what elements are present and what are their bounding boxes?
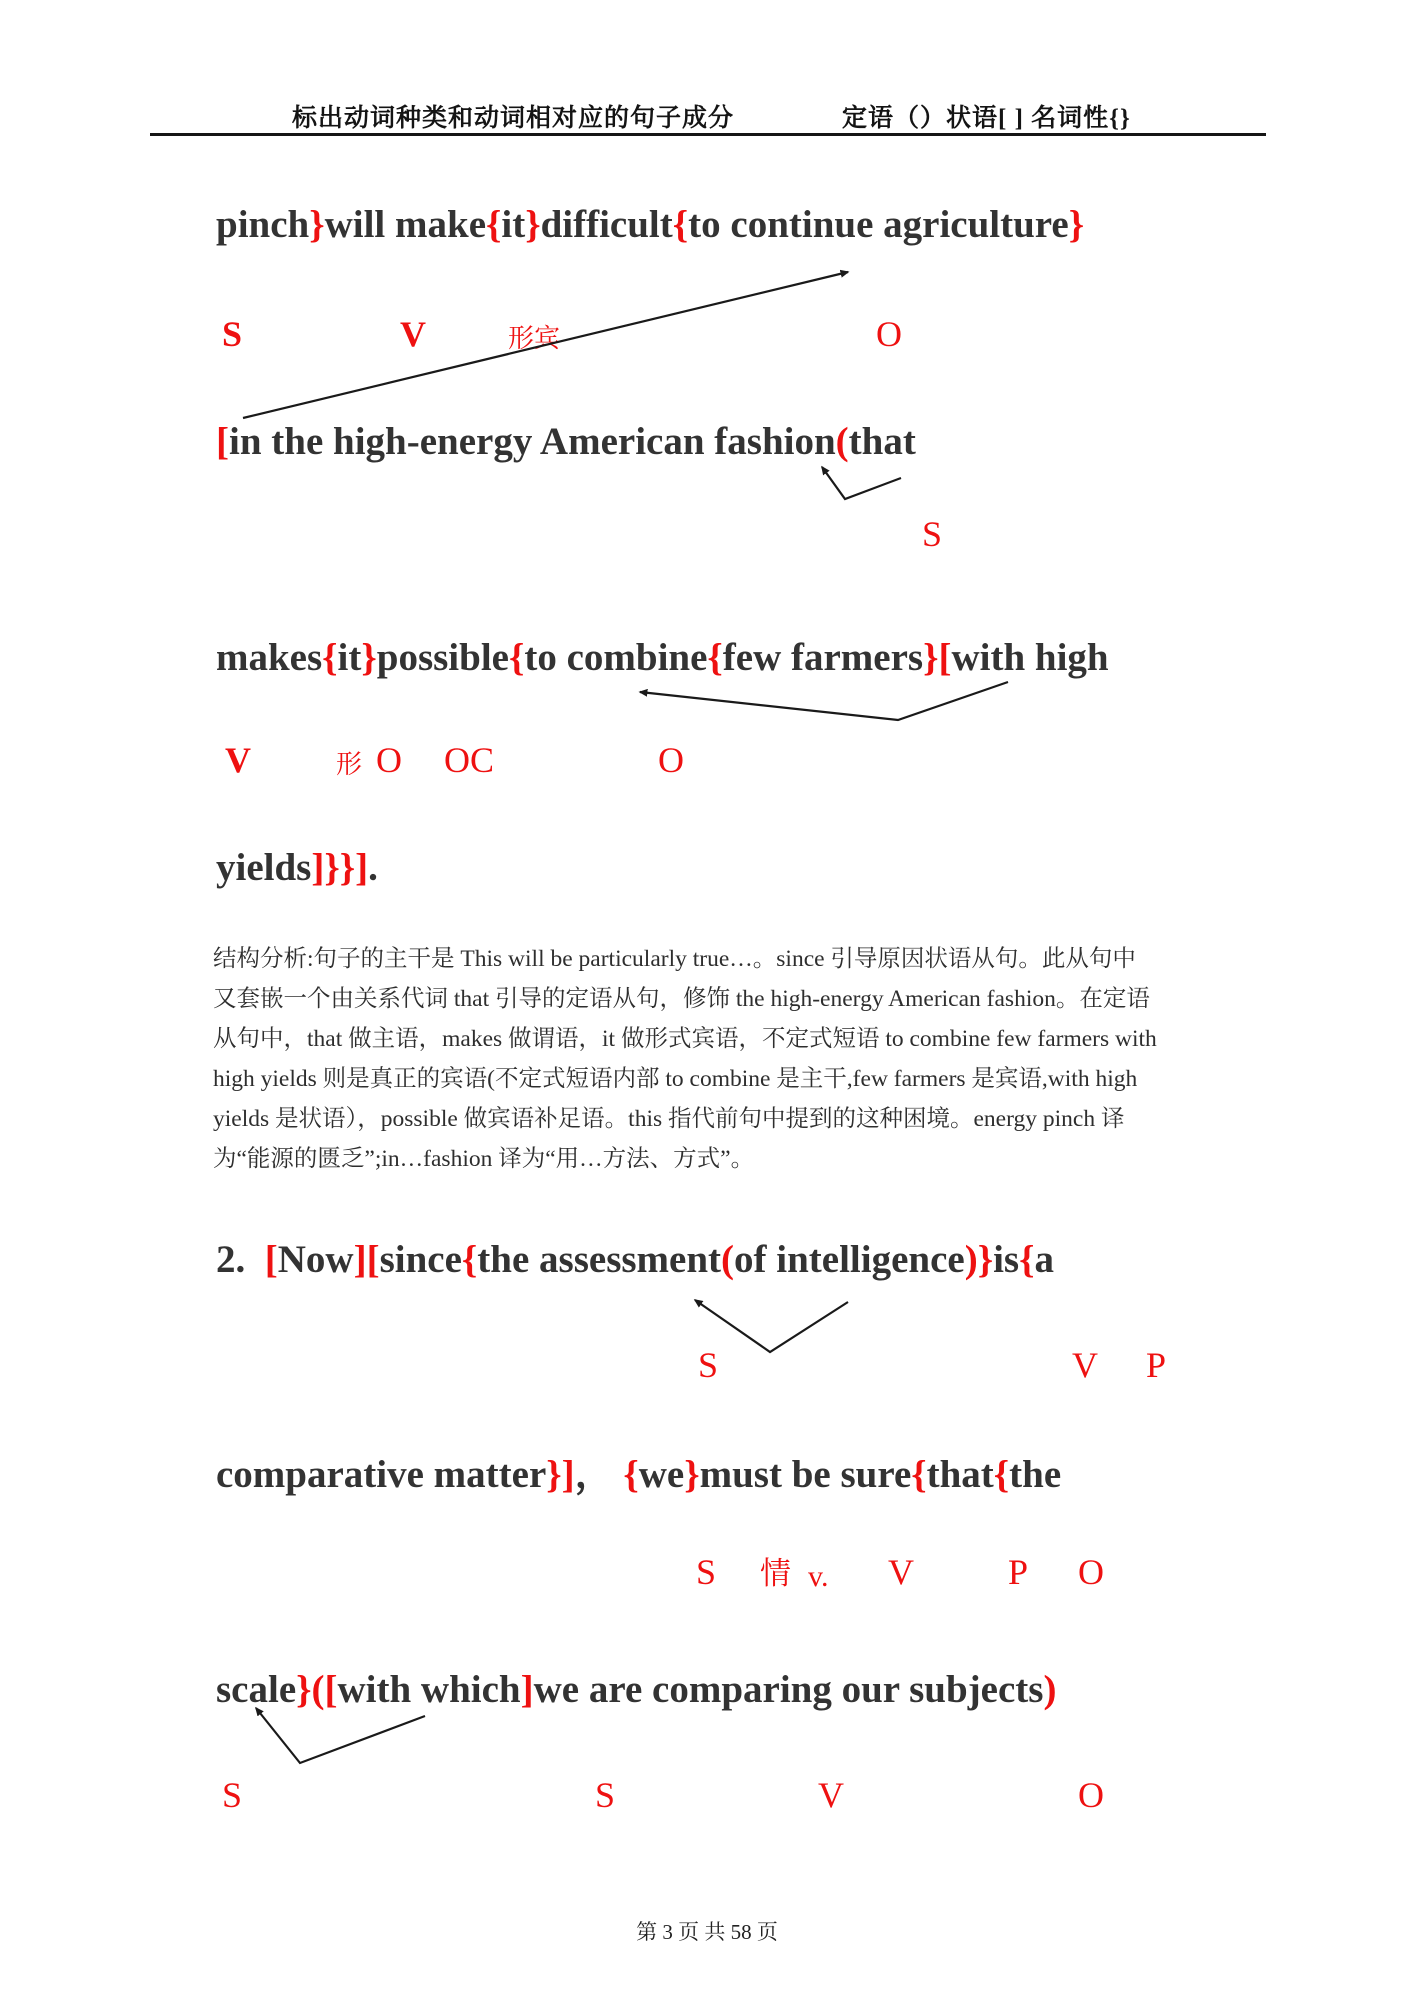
label-predicative: P bbox=[1146, 1345, 1167, 1385]
bracket-mark: { bbox=[672, 203, 689, 246]
analysis-line-5: yields 是状语），possible 做宾语补足语。this 指代前句中提到的这种困境。energy pinch 译 bbox=[213, 1106, 1125, 1132]
sentence-text: makes bbox=[216, 636, 323, 679]
sentence-text: to continue agriculture bbox=[688, 203, 1069, 246]
bracket-mark: [ bbox=[216, 420, 229, 463]
label-verb: V bbox=[1072, 1345, 1098, 1385]
label-object: O bbox=[876, 314, 902, 354]
sentence-text: we bbox=[638, 1453, 685, 1496]
bracket-mark: { bbox=[486, 203, 502, 246]
bracket-mark: { bbox=[322, 636, 338, 679]
label-formal: 形 bbox=[336, 750, 363, 779]
bracket-mark: [ bbox=[264, 1238, 278, 1281]
sentence2-line3 bbox=[216, 1668, 1056, 1713]
bracket-mark: } bbox=[1068, 203, 1085, 246]
label-object-compl: OC bbox=[444, 740, 495, 780]
sentence-text: of intelligence bbox=[734, 1238, 965, 1281]
sentence-text: since bbox=[379, 1238, 462, 1281]
sentence1-line1 bbox=[216, 203, 1084, 248]
sentence-text: a bbox=[1034, 1238, 1054, 1281]
sentence-text: . bbox=[368, 846, 378, 889]
sentence-text: to combine bbox=[524, 636, 708, 679]
sentence-text: pinch bbox=[216, 203, 310, 246]
bracket-mark: ] bbox=[520, 1668, 534, 1711]
bracket-mark: } bbox=[361, 636, 377, 679]
label-modal-verb: v. bbox=[808, 1560, 829, 1593]
label-object: O bbox=[1078, 1552, 1104, 1592]
label-modal: 情 bbox=[760, 1556, 791, 1591]
bracket-mark: } bbox=[923, 636, 939, 679]
sentence2-line1 bbox=[216, 1238, 1054, 1283]
bracket-mark: { bbox=[461, 1238, 478, 1281]
sentence-text: yields bbox=[216, 846, 312, 889]
label-subject: S bbox=[698, 1345, 719, 1385]
sentence-text: must be sure bbox=[699, 1453, 912, 1496]
bracket-mark: ) bbox=[964, 1238, 978, 1281]
header-right-legend: 定语（）状语[ ] 名词性{} bbox=[842, 105, 1131, 132]
bracket-mark: ]}}] bbox=[311, 846, 369, 889]
header-divider bbox=[150, 133, 1266, 136]
arrow-scale-subject bbox=[256, 1708, 425, 1763]
label-object: O bbox=[1078, 1775, 1104, 1815]
sentence-text: that bbox=[926, 1453, 994, 1496]
sentence-text: the assessment bbox=[477, 1238, 722, 1281]
label-subject-that: S bbox=[922, 514, 943, 554]
analysis-line-4: high yields 则是真正的宾语(不定式短语内部 to combine 是主干,few farmers 是宾语,with high bbox=[213, 1066, 1138, 1092]
bracket-mark: ( bbox=[835, 420, 849, 463]
sentence-text: few farmers bbox=[722, 636, 924, 679]
sentence-text: is bbox=[993, 1238, 1020, 1281]
sentence-text: it bbox=[501, 203, 526, 246]
sentence-text: ， bbox=[574, 1453, 624, 1496]
analysis-line-3: 从句中，that 做主语，makes 做谓语，it 做形式宾语，不定式短语 to combine few farmers with bbox=[213, 1026, 1157, 1052]
label-subject: S bbox=[222, 1775, 243, 1815]
sentence-text: comparative matter bbox=[216, 1453, 547, 1496]
bracket-mark: ) bbox=[1043, 1668, 1057, 1711]
sentence1-line2 bbox=[216, 420, 916, 465]
bracket-mark: } bbox=[309, 203, 325, 246]
label-verb: V bbox=[818, 1775, 844, 1815]
bracket-mark: [ bbox=[938, 636, 952, 679]
label-predicative: P bbox=[1008, 1552, 1029, 1592]
analysis-line-6: 为“能源的匮乏”;in…fashion 译为“用…方法、方式”。 bbox=[213, 1146, 755, 1172]
label-object: O bbox=[376, 740, 402, 780]
sentence-text: we are comparing our subjects bbox=[533, 1668, 1044, 1711]
bracket-mark: [ bbox=[324, 1668, 338, 1711]
label-verb: V bbox=[888, 1552, 914, 1592]
analysis-line-1: 结构分析:句子的主干是 This will be particularly true…。since 引导原因状语从句。此从句中 bbox=[213, 946, 1136, 972]
sentence-text: it bbox=[337, 636, 362, 679]
sentence-text: scale bbox=[216, 1668, 297, 1711]
bracket-mark: [ bbox=[366, 1238, 380, 1281]
arrow-to-combine bbox=[640, 682, 1008, 720]
label-subject: S bbox=[222, 314, 243, 354]
header-left-title: 标出动词种类和动词相对应的句子成分 bbox=[292, 105, 735, 132]
label-subject: S bbox=[696, 1552, 717, 1592]
sentence-text: will make bbox=[324, 203, 487, 246]
sentence-text: Now bbox=[277, 1238, 354, 1281]
analysis-line-2: 又套嵌一个由关系代词 that 引导的定语从句，修饰 the high-energy American fashion。在定语 bbox=[213, 986, 1150, 1012]
sentence-text: difficult bbox=[540, 203, 673, 246]
sentence-text: in the high-energy American fashion bbox=[229, 420, 836, 463]
bracket-mark: { bbox=[911, 1453, 927, 1496]
sentence-text: with which bbox=[337, 1668, 521, 1711]
label-subject: S bbox=[595, 1775, 616, 1815]
page-number: 第 3 页 共 58 页 bbox=[636, 1920, 778, 1944]
label-verb: V bbox=[225, 740, 251, 780]
sentence1-line4 bbox=[216, 846, 378, 891]
bracket-mark: { bbox=[1019, 1238, 1035, 1281]
label-object: O bbox=[658, 740, 684, 780]
sentence-text: the bbox=[1009, 1453, 1062, 1496]
sentence-text: 2. bbox=[216, 1238, 265, 1281]
sentence2-line2 bbox=[216, 1453, 1061, 1498]
bracket-mark: { bbox=[993, 1453, 1010, 1496]
bracket-mark: } bbox=[525, 203, 541, 246]
bracket-mark: }] bbox=[546, 1453, 575, 1496]
bracket-mark: }( bbox=[296, 1668, 325, 1711]
bracket-mark: ( bbox=[721, 1238, 735, 1281]
label-verb: V bbox=[400, 314, 426, 354]
bracket-mark: ] bbox=[353, 1238, 367, 1281]
bracket-mark: { bbox=[508, 636, 525, 679]
label-formal-object: 形宾 bbox=[508, 324, 561, 353]
sentence-text: with high bbox=[951, 636, 1109, 679]
sentence-text: that bbox=[848, 420, 916, 463]
arrow-that-subject bbox=[822, 467, 901, 499]
bracket-mark: { bbox=[707, 636, 723, 679]
bracket-mark: } bbox=[977, 1238, 994, 1281]
sentence-text: possible bbox=[376, 636, 509, 679]
sentence1-line3 bbox=[216, 636, 1109, 681]
bracket-mark: { bbox=[623, 1453, 639, 1496]
bracket-mark: } bbox=[684, 1453, 700, 1496]
